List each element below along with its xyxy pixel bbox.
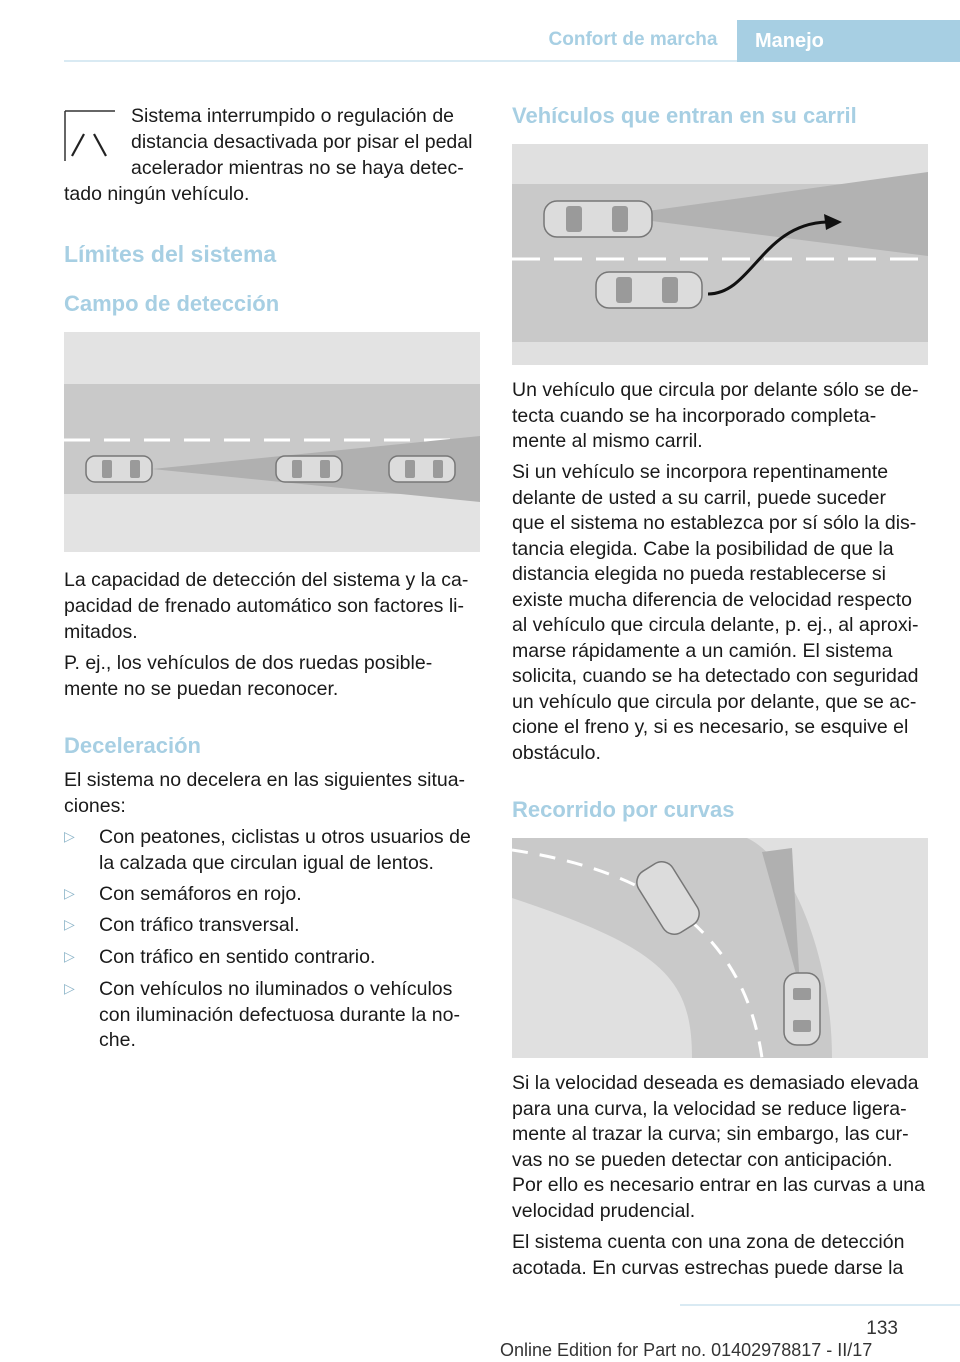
- entering-paragraph-2: [512, 460, 930, 766]
- curves-heading: Recorrido por curvas: [512, 797, 735, 822]
- bullet-triangle-icon: ▷: [64, 980, 75, 996]
- curves-figure: [512, 838, 928, 1058]
- limits-p1-line-1: La capacidad de detección del sistema y la ca-: [64, 569, 469, 591]
- bullet-triangle-icon: ▷: [64, 885, 75, 901]
- text-line: delante de usted a su carril, puede suceder: [512, 486, 886, 509]
- text-line: obstáculo.: [512, 741, 601, 764]
- bullet-triangle-icon: ▷: [64, 916, 75, 932]
- text-line: marse rápidamente a un camión. El sistema: [512, 639, 893, 662]
- list-item-line: Con tráfico en sentido contrario.: [99, 946, 376, 968]
- list-item-line: la calzada que circulan igual de lentos.: [99, 851, 434, 874]
- text-line: El sistema cuenta con una zona de detección: [512, 1231, 905, 1253]
- text-line: acotada. En curvas estrechas puede darse la: [512, 1256, 904, 1279]
- text-line: al vehículo que circula delante, p. ej., al aproxi-: [512, 614, 919, 636]
- text-line: solicita, cuando se ha detectado con seguridad: [512, 665, 919, 687]
- limits-p1-line-3: mitados.: [64, 621, 138, 643]
- text-line: tecta cuando se ha incorporado completa-: [512, 404, 877, 427]
- entering-vehicles-heading: Vehículos que entran en su carril: [512, 103, 857, 128]
- header-section-title: Confort de marcha: [548, 29, 718, 50]
- curves-paragraph-1: [512, 1071, 930, 1224]
- edition-footer: Online Edition for Part no. 01402978817 - II/17: [500, 1340, 873, 1360]
- text-line: vas no se pueden detectar con anticipación.: [512, 1148, 893, 1171]
- text-line: distancia elegida no pueda restablecerse si: [512, 563, 886, 585]
- entering-vehicles-figure: [512, 144, 928, 365]
- decel-intro-line-2: ciones:: [64, 795, 126, 817]
- limits-p2-line-1: P. ej., los vehículos de dos ruedas posible-: [64, 652, 433, 674]
- limits-p1-line-2: pacidad de frenado automático son factores li-: [64, 595, 464, 617]
- list-item: [64, 825, 482, 876]
- detection-field-heading: Campo de detección: [64, 291, 280, 316]
- curves-paragraph-2: [512, 1230, 930, 1281]
- text-line: mente al trazar la curva; sin embargo, las cur-: [512, 1123, 909, 1145]
- text-line: para una curva, la velocidad se reduce ligera-: [512, 1097, 907, 1120]
- text-line: Por ello es necesario entrar en las curvas a una: [512, 1174, 925, 1196]
- text-line: mente al mismo carril.: [512, 430, 703, 452]
- list-item: [64, 945, 482, 971]
- text-line: cione el freno y, si es necesario, se esquive el: [512, 716, 909, 738]
- limits-heading: Límites del sistema: [64, 241, 277, 267]
- intro-line-1: Sistema interrumpido o regulación de: [131, 105, 455, 127]
- text-line: velocidad prudencial.: [512, 1199, 696, 1222]
- bullet-triangle-icon: ▷: [64, 828, 75, 844]
- page-number: 133: [866, 1318, 898, 1339]
- footer-rule: [680, 1304, 960, 1306]
- list-item-line: con iluminación defectuosa durante la no-: [99, 1003, 460, 1026]
- decel-intro-line-1: El sistema no decelera en las siguientes situa-: [64, 769, 466, 791]
- text-line: un vehículo que circula por delante, que se ac-: [512, 690, 917, 713]
- detection-field-figure: [64, 332, 480, 552]
- list-item-line: Con tráfico transversal.: [99, 914, 300, 936]
- text-line: que el sistema no establezca por sí sólo la dis-: [512, 512, 917, 534]
- entering-paragraph-1: [512, 378, 930, 455]
- list-item: [64, 977, 482, 1054]
- intro-line-4: tado ningún vehículo.: [64, 183, 250, 205]
- bullet-triangle-icon: ▷: [64, 948, 75, 964]
- list-item: [64, 882, 482, 908]
- list-item: [64, 913, 482, 939]
- distance-off-icon: [64, 110, 116, 162]
- limits-p2-line-2: mente no se puedan reconocer.: [64, 678, 339, 700]
- text-line: Si la velocidad deseada es demasiado elevada: [512, 1072, 919, 1094]
- header-chapter-tab[interactable]: Manejo: [737, 20, 960, 62]
- list-item-line: Con vehículos no iluminados o vehículos: [99, 978, 453, 1000]
- intro-line-2: distancia desactivada por pisar el pedal: [131, 131, 473, 153]
- list-item-line: Con peatones, ciclistas u otros usuarios de: [99, 826, 471, 848]
- deceleration-heading: Deceleración: [64, 733, 201, 758]
- text-line: Si un vehículo se incorpora repentinamente: [512, 461, 889, 483]
- list-item-line: Con semáforos en rojo.: [99, 883, 302, 905]
- list-item-line: che.: [99, 1029, 136, 1051]
- text-line: existe mucha diferencia de velocidad respecto: [512, 588, 912, 611]
- intro-line-3: acelerador mientras no se haya detec-: [131, 157, 464, 179]
- text-line: Un vehículo que circula por delante sólo se de-: [512, 379, 919, 401]
- text-line: tancia elegida. Cabe la posibilidad de que la: [512, 537, 894, 560]
